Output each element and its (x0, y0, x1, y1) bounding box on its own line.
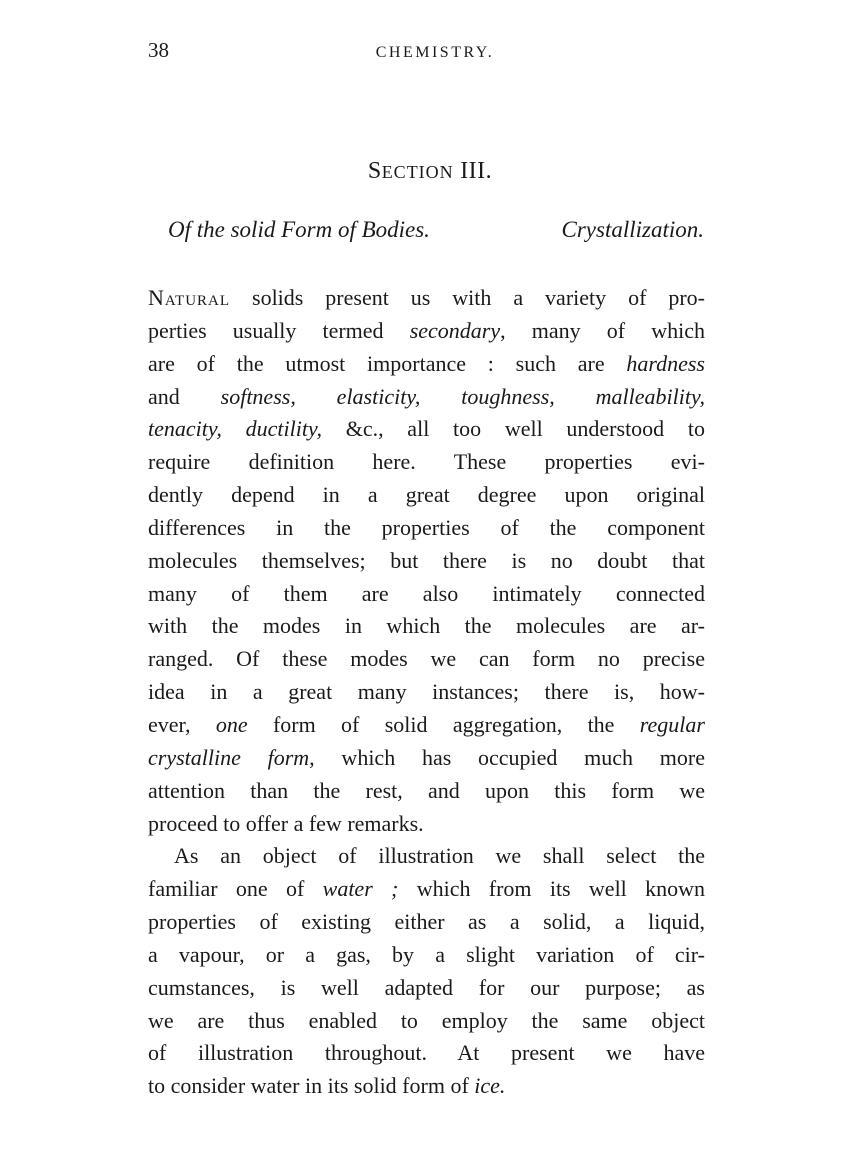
section-numeral: III. (460, 158, 493, 184)
section-label-rest: ECTION (381, 162, 454, 182)
text-line: As an object of illustration we shall select the (174, 843, 705, 869)
text-line: proceed to offer a few remarks. (148, 810, 424, 836)
text-line: a vapour, or a gas, by a slight variation of cir- (148, 941, 705, 967)
text-line: and softness, elasticity, toughness, malleability, (148, 383, 705, 409)
text-line: attention than the rest, and upon this form we (148, 777, 705, 803)
text-line: dently depend in a great degree upon original (148, 482, 705, 508)
text-line: molecules themselves; but there is no doubt that (148, 547, 705, 573)
text-line: cumstances, is well adapted for our purpose; as (148, 974, 705, 1000)
text-line: require definition here. These properties evi- (148, 449, 705, 475)
section-title (0, 158, 850, 185)
text-line: properties of existing either as a solid, a liquid, (148, 909, 705, 935)
text-line: of illustration throughout. At present we have (148, 1040, 705, 1066)
text-line: ever, one form of solid aggregation, the regular (148, 711, 705, 737)
page-number: 38 (148, 38, 169, 62)
text-line: differences in the properties of the component (148, 514, 705, 540)
text-line: ranged. Of these modes we can form no precise (148, 646, 705, 672)
text-line: crystalline form, which has occupied much more (148, 744, 706, 770)
section-label-initial: S (367, 158, 382, 184)
text-line: tenacity, ductility, &c., all too well understood to (148, 416, 706, 442)
text-line: we are thus enabled to employ the same object (148, 1007, 705, 1033)
text-line: idea in a great many instances; there is, how- (148, 679, 705, 705)
text-line: Natural solids present us with a variety of pro- (148, 285, 705, 310)
text-line: are of the utmost importance : such are hardness (148, 350, 705, 376)
body-text (148, 282, 705, 1103)
section-subtitle (148, 217, 704, 243)
text-line: perties usually termed secondary, many of which (148, 317, 705, 343)
subtitle-keyword: Crystallization. (561, 217, 704, 242)
text-line: to consider water in its solid form of ice. (148, 1073, 506, 1099)
running-head: CHEMISTRY. (375, 44, 495, 61)
text-line: familiar one of water ; which from its well known (148, 876, 705, 902)
subtitle-topic: Of the solid Form of Bodies. (168, 217, 430, 242)
text-line: many of them are also intimately connected (148, 580, 705, 606)
text-line: with the modes in which the molecules are ar- (148, 613, 705, 639)
